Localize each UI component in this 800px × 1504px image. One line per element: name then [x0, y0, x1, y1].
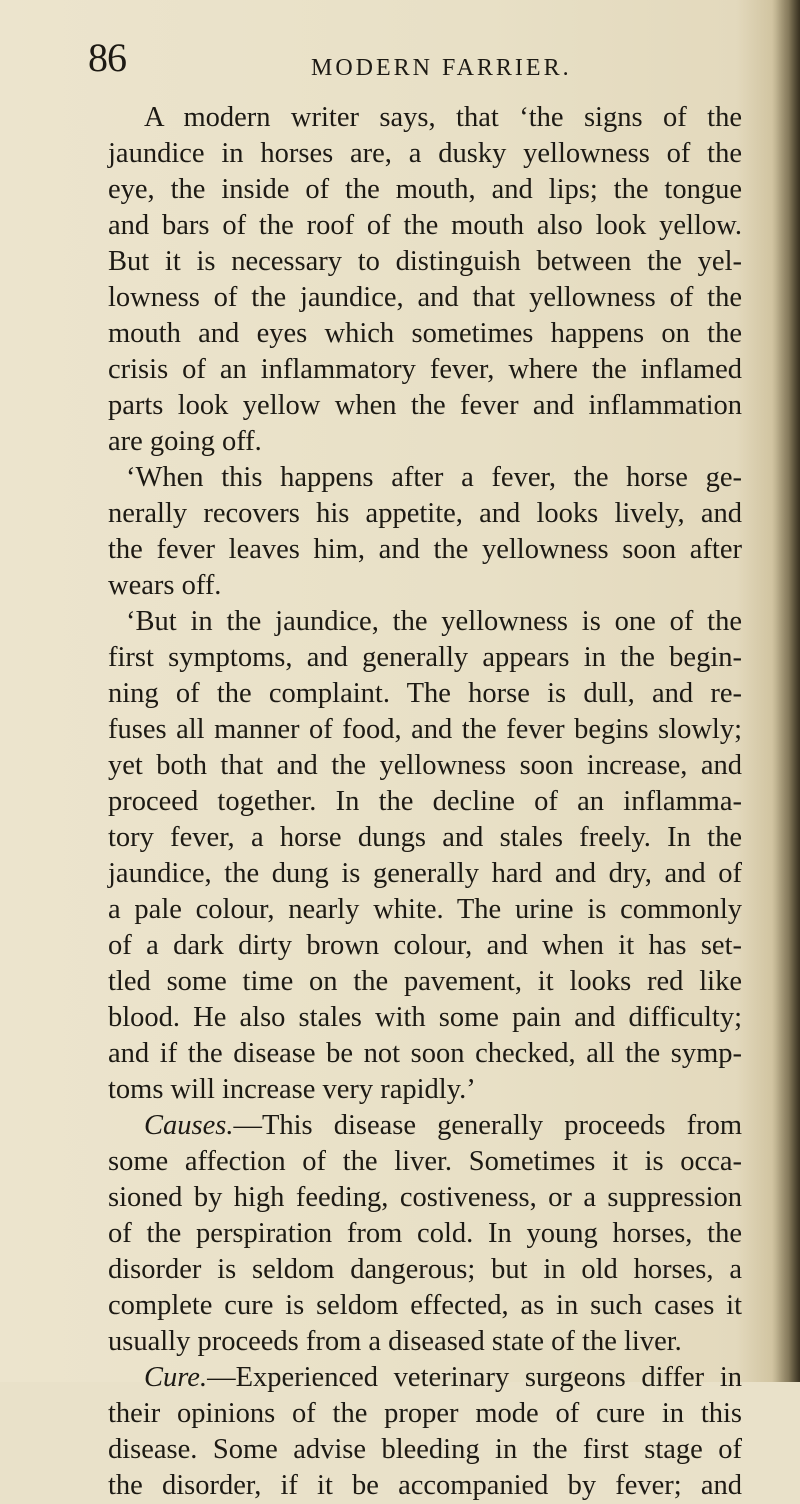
text-line: disease. Some advise bleeding in the first stage of	[108, 1434, 742, 1465]
text-line: Cure.—Experienced veterinary surgeons differ in	[144, 1362, 742, 1393]
section-heading: Causes.	[144, 1110, 234, 1141]
section-heading: Cure.	[144, 1362, 208, 1393]
text-line: sioned by high feeding, costiveness, or a suppression	[108, 1182, 742, 1213]
text-line: crisis of an inflammatory fever, where the inflamed	[108, 354, 742, 385]
page-number: 86	[88, 35, 126, 80]
text-line: Causes.—This disease generally proceeds from	[144, 1110, 742, 1141]
text-line: the disorder, if it be accompanied by fever; and	[108, 1470, 742, 1501]
text-line: their opinions of the proper mode of cure in this	[108, 1398, 742, 1429]
text-line: and if the disease be not soon checked, all the symp-	[108, 1038, 742, 1069]
text-line: jaundice, the dung is generally hard and dry, and of	[108, 858, 742, 889]
text-line: nerally recovers his appetite, and looks lively, and	[108, 498, 742, 529]
text-line: toms will increase very rapidly.’	[108, 1074, 476, 1105]
text-line: A modern writer says, that ‘the signs of the	[144, 102, 742, 133]
text-line: tled some time on the pavement, it looks red like	[108, 966, 742, 997]
text-line: fuses all manner of food, and the fever begins slowly;	[108, 714, 742, 745]
text-line: usually proceeds from a diseased state of the liver.	[108, 1326, 682, 1357]
text-line: proceed together. In the decline of an inflamma-	[108, 786, 742, 817]
text-line: tory fever, a horse dungs and stales freely. In the	[108, 822, 742, 853]
text-line: ‘When this happens after a fever, the horse ge-	[126, 462, 742, 493]
text-line: and bars of the roof of the mouth also look yellow.	[108, 210, 742, 241]
text-line: ning of the complaint. The horse is dull, and re-	[108, 678, 742, 709]
text-line: eye, the inside of the mouth, and lips; the tongue	[108, 174, 742, 205]
text-line: first symptoms, and generally appears in the begin-	[108, 642, 742, 673]
text-line: of a dark dirty brown colour, and when it has set-	[108, 930, 742, 961]
running-title: MODERN FARRIER.	[311, 55, 572, 81]
text-line: wears off.	[108, 570, 222, 601]
text-line: are going off.	[108, 426, 262, 457]
text-line: parts look yellow when the fever and inflammation	[108, 390, 742, 421]
text-line: But it is necessary to distinguish between the yel-	[108, 246, 742, 277]
text-line: mouth and eyes which sometimes happens on the	[108, 318, 742, 349]
text-line: of the perspiration from cold. In young horses, the	[108, 1218, 742, 1249]
page-edge-shadow	[772, 0, 800, 1382]
text-line: yet both that and the yellowness soon increase, and	[108, 750, 742, 781]
text-line: complete cure is seldom effected, as in such cases it	[108, 1290, 742, 1321]
body-text	[108, 100, 742, 1504]
text-line: blood. He also stales with some pain and difficulty;	[108, 1002, 742, 1033]
text-line: the fever leaves him, and the yellowness soon after	[108, 534, 742, 565]
text-line: disorder is seldom dangerous; but in old horses, a	[108, 1254, 742, 1285]
text-line: lowness of the jaundice, and that yellowness of the	[108, 282, 742, 313]
text-line: ‘But in the jaundice, the yellowness is one of the	[126, 606, 742, 637]
text-line: a pale colour, nearly white. The urine is commonly	[108, 894, 742, 925]
text-line: some affection of the liver. Sometimes it is occa-	[108, 1146, 742, 1177]
text-line: jaundice in horses are, a dusky yellowness of the	[108, 138, 742, 169]
